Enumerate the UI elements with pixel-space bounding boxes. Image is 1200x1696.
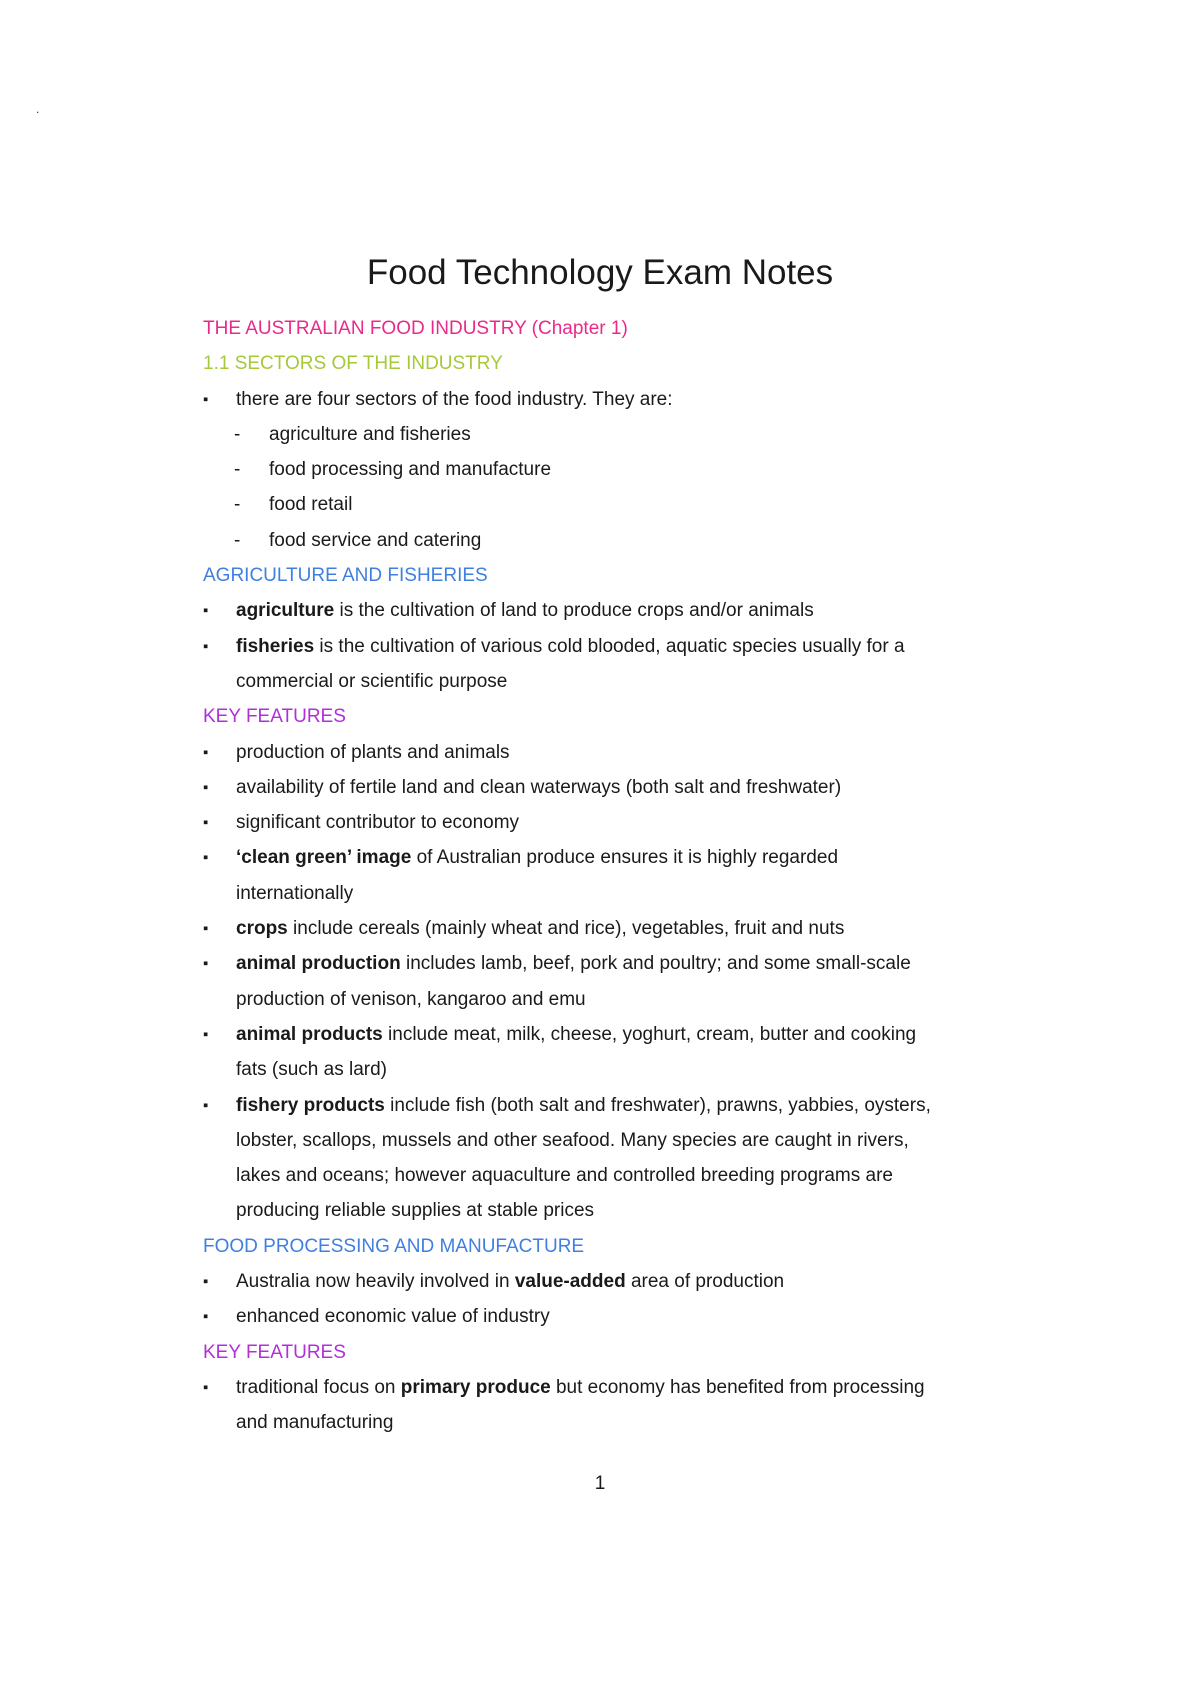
list-item-continuation: production of venison, kangaroo and emu	[236, 988, 586, 1010]
bullet-icon: ▪	[203, 1378, 209, 1396]
list-item	[203, 382, 993, 417]
term: animal products	[236, 1023, 383, 1045]
list-item	[203, 770, 993, 805]
sub-list-item	[203, 452, 993, 487]
sub-list-item-text: food retail	[269, 494, 353, 516]
notes-body	[203, 311, 993, 1441]
list-item-text: but economy has benefited from processing	[550, 1376, 925, 1398]
list-item-text: enhanced economic value of industry	[236, 1306, 550, 1328]
page-title: Food Technology Exam Notes	[366, 253, 834, 292]
list-item	[203, 629, 993, 664]
list-item	[203, 1370, 993, 1405]
term: fishery products	[236, 1094, 385, 1116]
sub-list-item	[203, 417, 993, 452]
sub-list-item	[203, 523, 993, 558]
bullet-icon: ▪	[203, 955, 209, 973]
list-item-text: Australia now heavily involved in	[236, 1271, 515, 1293]
term: value-added	[514, 1271, 626, 1293]
list-item-continuation: lobster, scallops, mussels and other seafood. Many species are caught in rivers,	[236, 1129, 909, 1151]
agriculture-heading: AGRICULTURE AND FISHERIES	[203, 565, 488, 587]
dash-icon: -	[234, 494, 241, 516]
stray-mark: .	[36, 102, 40, 116]
list-item-text: availability of fertile land and clean waterways (both salt and freshwater)	[236, 776, 842, 798]
bullet-icon: ▪	[203, 1273, 209, 1291]
sectors-heading: 1.1 SECTORS OF THE INDUSTRY	[203, 353, 503, 375]
list-item	[203, 911, 993, 946]
list-item-text: production of plants and animals	[236, 741, 510, 763]
list-item-continuation: internationally	[236, 882, 354, 904]
list-item-text: includes lamb, beef, pork and poultry; and some small-scale	[400, 953, 911, 975]
bullet-icon: ▪	[203, 849, 209, 867]
list-item-text: significant contributor to economy	[236, 812, 520, 834]
list-item	[203, 593, 993, 628]
list-item	[203, 946, 993, 981]
list-item-text: there are four sectors of the food industry. They are:	[236, 388, 673, 410]
bullet-icon: ▪	[203, 920, 209, 938]
key-features-heading: KEY FEATURES	[203, 706, 346, 728]
list-item	[203, 1017, 993, 1052]
dash-icon: -	[234, 423, 241, 445]
list-item	[203, 735, 993, 770]
list-item-continuation: lakes and oceans; however aquaculture and controlled breeding programs are	[236, 1165, 893, 1187]
bullet-icon: ▪	[203, 814, 209, 832]
bullet-icon: ▪	[203, 778, 209, 796]
term: ‘clean green’ image	[236, 847, 412, 869]
list-item-continuation: and manufacturing	[236, 1412, 394, 1434]
list-item-text: include meat, milk, cheese, yoghurt, cream, butter and cooking	[382, 1023, 917, 1045]
term: agriculture	[236, 600, 335, 622]
list-item-text: of Australian produce ensures it is highly regarded	[411, 847, 839, 869]
dash-icon: -	[234, 529, 241, 551]
list-item	[203, 1299, 993, 1334]
list-item-continuation: fats (such as lard)	[236, 1059, 387, 1081]
term: animal production	[236, 953, 401, 975]
term: fisheries	[236, 635, 315, 657]
processing-heading: FOOD PROCESSING AND MANUFACTURE	[203, 1235, 585, 1257]
list-item	[203, 1088, 993, 1123]
sub-list-item-text: food processing and manufacture	[269, 459, 552, 481]
key-features-heading: KEY FEATURES	[203, 1341, 346, 1363]
bullet-icon: ▪	[203, 743, 209, 761]
sub-list-item-text: food service and catering	[269, 529, 482, 551]
sub-list-item	[203, 487, 993, 522]
list-item-text: include cereals (mainly wheat and rice), vegetables, fruit and nuts	[287, 918, 845, 940]
list-item-continuation: producing reliable supplies at stable prices	[236, 1200, 595, 1222]
term: primary produce	[400, 1376, 551, 1398]
list-item-text: traditional focus on	[236, 1376, 401, 1398]
chapter-heading: THE AUSTRALIAN FOOD INDUSTRY (Chapter 1)	[203, 318, 628, 339]
bullet-icon: ▪	[203, 1025, 209, 1043]
term: crops	[236, 918, 288, 940]
sub-list-item-text: agriculture and fisheries	[269, 423, 471, 445]
bullet-icon: ▪	[203, 390, 209, 408]
list-item-text: area of production	[625, 1271, 785, 1293]
list-item-continuation: commercial or scientific purpose	[236, 670, 508, 692]
page-number: 1	[594, 1473, 606, 1494]
list-item-text: include fish (both salt and freshwater), prawns, yabbies, oysters,	[384, 1094, 931, 1116]
bullet-icon: ▪	[203, 1308, 209, 1326]
list-item	[203, 840, 993, 875]
bullet-icon: ▪	[203, 602, 209, 620]
dash-icon: -	[234, 459, 241, 481]
list-item	[203, 805, 993, 840]
list-item-text: is the cultivation of various cold blooded, aquatic species usually for a	[314, 635, 905, 657]
list-item	[203, 1264, 993, 1299]
bullet-icon: ▪	[203, 1096, 209, 1114]
bullet-icon: ▪	[203, 637, 209, 655]
list-item-text: is the cultivation of land to produce crops and/or animals	[334, 600, 814, 622]
